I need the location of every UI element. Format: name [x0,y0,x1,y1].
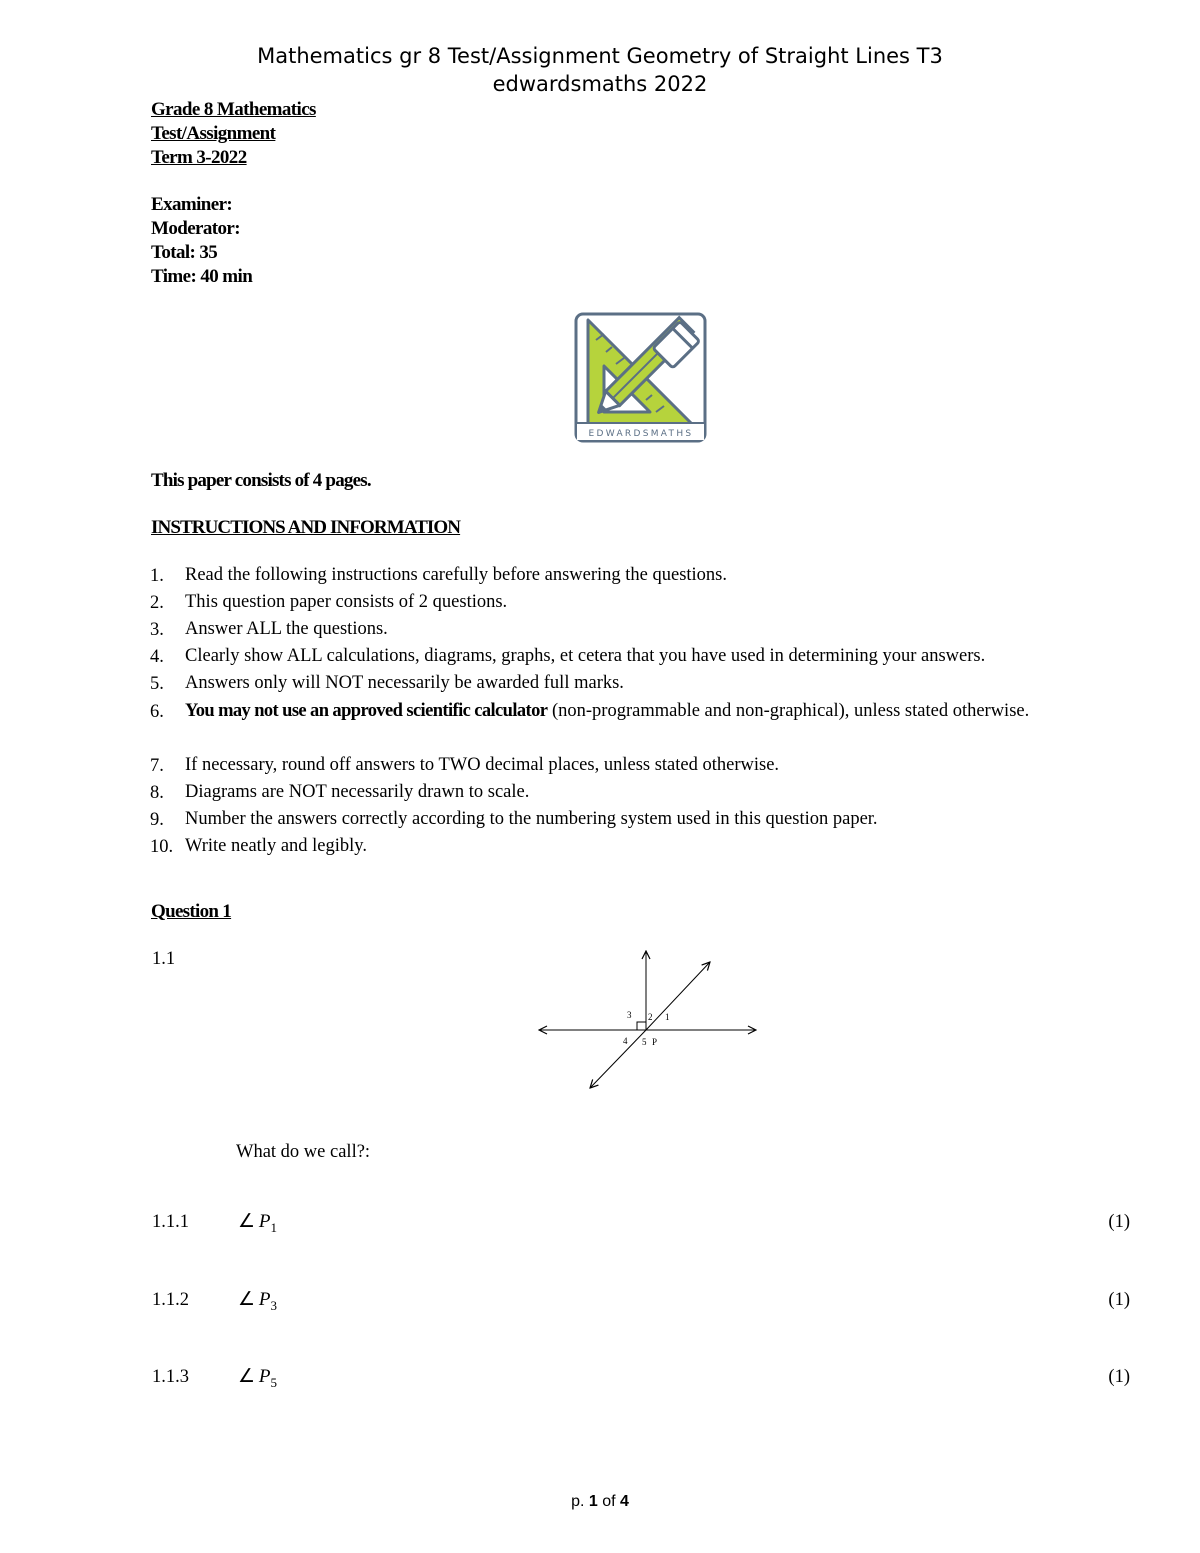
instruction-text: Number the answers correctly according to the numbering system used in this question paper. [185,809,878,829]
moderator-label: Moderator: [151,218,240,239]
examiner-label: Examiner: [151,194,233,215]
instruction-number: 9. [150,810,164,830]
instruction-text: Write neatly and legibly. [185,836,367,856]
oblique-line [590,1030,646,1088]
angle-symbol: ∠ [238,1211,256,1232]
footer-prefix: p. [571,1493,589,1510]
angle-subscript: 3 [270,1297,277,1313]
instruction-number: 7. [150,756,164,776]
document-header-title: Mathematics gr 8 Test/Assignment Geometry of Straight Lines T3 [257,44,943,68]
instruction-rest-text: (non-programmable and non-graphical), unless stated otherwise. [547,701,1030,721]
point-label-p: P [652,1037,658,1047]
time-allowed: Time: 40 min [151,266,253,287]
edwardsmaths-logo [574,312,708,444]
angle-label-5: 5 [642,1037,647,1047]
angle-label-2: 2 [648,1012,653,1022]
instruction-number: 6. [150,702,164,722]
angle-label-4: 4 [623,1036,628,1046]
question-marks: (1) [1108,1212,1130,1232]
instruction-text: Answer ALL the questions. [185,619,388,639]
instruction-text: Read the following instructions carefully before answering the questions. [185,565,728,585]
current-page: 1 [588,1493,598,1510]
instruction-number: 4. [150,647,164,667]
instruction-text: Answers only will NOT necessarily be awarded full marks. [185,673,624,693]
question-number: 1.1.2 [152,1290,189,1310]
instruction-number: 10. [150,837,174,857]
angle-symbol: ∠ [238,1366,256,1387]
instruction-number: 3. [150,620,164,640]
assessment-type: Test/Assignment [151,123,276,144]
angle-variable: P [258,1211,271,1232]
angle-variable: P [258,1366,271,1387]
instruction-text: This question paper consists of 2 questions. [185,592,508,612]
pages-note: This paper consists of 4 pages. [151,470,371,491]
angle-subscript: 1 [270,1219,277,1235]
logo-text: EDWARDSMATHS [588,429,694,439]
instructions-heading: INSTRUCTIONS AND INFORMATION [151,517,461,538]
question-1-heading: Question 1 [151,901,232,922]
oblique-line [646,962,710,1030]
angle-expression [238,1288,277,1314]
instruction-text [185,698,1115,725]
right-angle-mark [637,1022,646,1030]
instruction-number: 2. [150,593,164,613]
question-number: 1.1.1 [152,1212,189,1232]
angle-variable: P [258,1289,271,1310]
angle-subscript: 5 [270,1374,277,1390]
term-label: Term 3-2022 [151,147,247,168]
angle-expression [238,1365,277,1391]
document-header-subtitle: edwardsmaths 2022 [492,72,708,96]
question-prompt: What do we call?: [236,1142,371,1162]
footer-of: of [597,1493,621,1510]
instruction-number: 8. [150,783,164,803]
instruction-number: 5. [150,674,164,694]
straight-lines-diagram [536,948,760,1092]
instruction-text: If necessary, round off answers to TWO decimal places, unless stated otherwise. [185,755,780,775]
question-marks: (1) [1108,1290,1130,1310]
angle-expression [238,1210,277,1236]
instruction-number: 1. [150,566,164,586]
angle-label-3: 3 [627,1010,632,1020]
total-pages: 4 [620,1493,629,1510]
angle-symbol: ∠ [238,1289,256,1310]
page-footer [0,1493,1200,1511]
angle-label-1: 1 [665,1012,670,1022]
question-marks: (1) [1108,1367,1130,1387]
instruction-text: Diagrams are NOT necessarily drawn to scale. [185,782,530,802]
question-1-1-label: 1.1 [152,949,176,969]
instruction-text: Clearly show ALL calculations, diagrams, graphs, et cetera that you have used in determining your answers. [185,646,986,666]
question-number: 1.1.3 [152,1367,189,1387]
grade-title: Grade 8 Mathematics [151,99,316,120]
instruction-bold-text: You may not use an approved scientific calculator [185,701,548,721]
total-marks: Total: 35 [151,242,218,263]
